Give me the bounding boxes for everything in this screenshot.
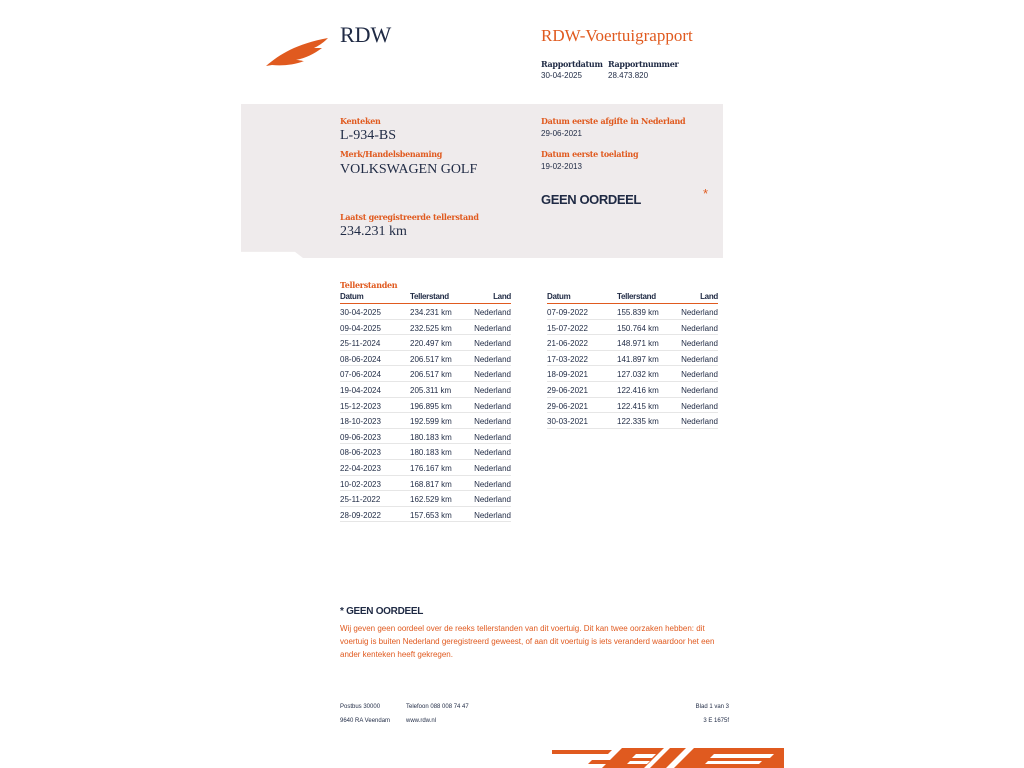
report-title: RDW-Voertuigrapport xyxy=(541,26,693,45)
reading-date: 08-06-2024 xyxy=(340,354,381,364)
reading-date: 30-03-2021 xyxy=(547,417,588,427)
readings-table-right xyxy=(547,292,718,429)
col-date-header: Datum xyxy=(340,292,364,301)
table-row xyxy=(547,382,718,398)
table-row xyxy=(340,382,511,398)
table-row xyxy=(340,429,511,445)
table-row xyxy=(547,304,718,320)
footer-web: www.rdw.nl xyxy=(406,718,437,724)
reading-country: Nederland xyxy=(681,370,718,380)
reading-odometer: 122.415 km xyxy=(617,401,659,411)
vehicle-info-band xyxy=(241,104,723,258)
table-row xyxy=(340,507,511,523)
table-header xyxy=(340,292,511,304)
reading-date: 22-04-2023 xyxy=(340,463,381,473)
table-row xyxy=(340,413,511,429)
reading-date: 08-06-2023 xyxy=(340,448,381,458)
reading-odometer: 148.971 km xyxy=(617,339,659,349)
footer-city: 9640 RA Veendam xyxy=(340,718,391,724)
table-row xyxy=(340,320,511,336)
reading-country: Nederland xyxy=(681,354,718,364)
reading-country: Nederland xyxy=(474,479,511,489)
reading-country: Nederland xyxy=(474,417,511,427)
table-header xyxy=(547,292,718,304)
table-row xyxy=(340,476,511,492)
reading-country: Nederland xyxy=(474,401,511,411)
odometer-value: 234.231 km xyxy=(340,224,407,239)
table-row xyxy=(547,320,718,336)
reading-odometer: 220.497 km xyxy=(410,339,452,349)
reading-date: 15-12-2023 xyxy=(340,401,381,411)
reading-date: 18-10-2023 xyxy=(340,417,381,427)
reading-date: 10-02-2023 xyxy=(340,479,381,489)
reading-odometer: 127.032 km xyxy=(617,370,659,380)
note-text: Wij geven geen oordeel over de reeks tellerstanden van dit voertuig. Dit kan twee oorzaken hebben: dit voertuig is buiten Nederland geregistreerd geweest, of aan dit voertuig is iets veranderd waardoor het een ander kenteken heeft gekregen. xyxy=(340,624,715,659)
table-row xyxy=(547,335,718,351)
decorative-stripes-icon xyxy=(552,744,784,768)
report-number: 28.473.820 xyxy=(608,71,649,80)
reading-country: Nederland xyxy=(474,385,511,395)
reading-country: Nederland xyxy=(681,339,718,349)
reading-date: 07-09-2022 xyxy=(547,308,588,317)
brand-name: RDW xyxy=(340,22,392,47)
reading-date: 09-04-2025 xyxy=(340,323,381,333)
reading-odometer: 141.897 km xyxy=(617,354,659,364)
reading-date: 07-06-2024 xyxy=(340,370,381,380)
reading-odometer: 162.529 km xyxy=(410,495,452,505)
make-label: Merk/Handelsbenaming xyxy=(340,149,443,159)
reading-odometer: 234.231 km xyxy=(410,308,452,317)
reading-country: Nederland xyxy=(474,323,511,333)
table-row xyxy=(547,366,718,382)
reading-odometer: 168.817 km xyxy=(410,479,452,489)
report-date-label: Rapportdatum xyxy=(541,59,603,69)
reading-odometer: 122.416 km xyxy=(617,385,659,395)
col-country-header: Land xyxy=(700,292,718,301)
table-row xyxy=(340,398,511,414)
reading-country: Nederland xyxy=(681,417,718,427)
reading-country: Nederland xyxy=(474,339,511,349)
reading-country: Nederland xyxy=(474,463,511,473)
reading-date: 25-11-2024 xyxy=(340,339,381,349)
reading-odometer: 176.167 km xyxy=(410,463,452,473)
table-row xyxy=(547,351,718,367)
reading-country: Nederland xyxy=(474,495,511,505)
footer-phone: Telefoon 088 008 74 47 xyxy=(406,704,469,710)
reading-country: Nederland xyxy=(474,370,511,380)
table-row xyxy=(340,335,511,351)
table-row xyxy=(340,304,511,320)
reading-odometer: 205.311 km xyxy=(410,385,452,395)
verdict-text: GEEN OORDEEL xyxy=(541,192,641,207)
col-date-header: Datum xyxy=(547,292,571,301)
reading-date: 21-06-2022 xyxy=(547,339,588,349)
table-row xyxy=(340,366,511,382)
reading-odometer: 155.839 km xyxy=(617,308,659,317)
table-row xyxy=(547,413,718,429)
reading-date: 19-04-2024 xyxy=(340,385,381,395)
readings-table-left xyxy=(340,292,511,522)
report-number-label: Rapportnummer xyxy=(608,59,679,69)
footer-code: 3 E 1675f xyxy=(703,718,729,724)
report-date: 30-04-2025 xyxy=(541,71,582,80)
col-country-header: Land xyxy=(493,292,511,301)
reading-country: Nederland xyxy=(474,308,511,317)
note-title: * GEEN OORDEEL xyxy=(340,606,424,617)
reading-date: 09-06-2023 xyxy=(340,432,381,442)
reading-country: Nederland xyxy=(681,385,718,395)
first-nl-value: 29-06-2021 xyxy=(541,129,582,138)
footer-postbus: Postbus 30000 xyxy=(340,704,381,710)
footer-page: Blad 1 van 3 xyxy=(695,704,729,710)
first-admission-label: Datum eerste toelating xyxy=(541,149,639,159)
reading-odometer: 232.525 km xyxy=(410,323,452,333)
reading-odometer: 180.183 km xyxy=(410,448,452,458)
rdw-feather-logo-icon xyxy=(266,36,330,68)
reading-date: 15-07-2022 xyxy=(547,323,588,333)
reading-date: 28-09-2022 xyxy=(340,510,381,520)
reading-date: 18-09-2021 xyxy=(547,370,588,380)
reading-date: 29-06-2021 xyxy=(547,401,588,411)
reading-odometer: 206.517 km xyxy=(410,354,452,364)
reading-odometer: 150.764 km xyxy=(617,323,659,333)
col-odometer-header: Tellerstand xyxy=(617,292,656,301)
table-row xyxy=(340,491,511,507)
first-nl-label: Datum eerste afgifte in Nederland xyxy=(541,116,686,126)
first-admission-value: 19-02-2013 xyxy=(541,162,582,171)
reading-date: 17-03-2022 xyxy=(547,354,588,364)
reading-date: 30-04-2025 xyxy=(340,308,381,317)
reading-country: Nederland xyxy=(681,308,718,317)
reading-odometer: 157.653 km xyxy=(410,510,452,520)
reading-odometer: 180.183 km xyxy=(410,432,452,442)
table-row xyxy=(340,351,511,367)
reading-country: Nederland xyxy=(474,432,511,442)
reading-country: Nederland xyxy=(681,401,718,411)
table-row xyxy=(340,460,511,476)
reading-odometer: 192.599 km xyxy=(410,417,452,427)
table-row xyxy=(340,444,511,460)
make-value: VOLKSWAGEN GOLF xyxy=(340,162,478,177)
reading-odometer: 122.335 km xyxy=(617,417,659,427)
reading-odometer: 196.895 km xyxy=(410,401,452,411)
reading-country: Nederland xyxy=(474,448,511,458)
plate-value: L-934-BS xyxy=(340,128,396,143)
reading-date: 25-11-2022 xyxy=(340,495,381,505)
reading-country: Nederland xyxy=(474,354,511,364)
reading-date: 29-06-2021 xyxy=(547,385,588,395)
odometer-label: Laatst geregistreerde tellerstand xyxy=(340,212,479,222)
reading-country: Nederland xyxy=(474,510,511,520)
plate-label: Kenteken xyxy=(340,116,381,126)
verdict-marker: * xyxy=(703,186,709,201)
readings-title: Tellerstanden xyxy=(340,280,398,290)
table-row xyxy=(547,398,718,414)
col-odometer-header: Tellerstand xyxy=(410,292,449,301)
reading-odometer: 206.517 km xyxy=(410,370,452,380)
reading-country: Nederland xyxy=(681,323,718,333)
